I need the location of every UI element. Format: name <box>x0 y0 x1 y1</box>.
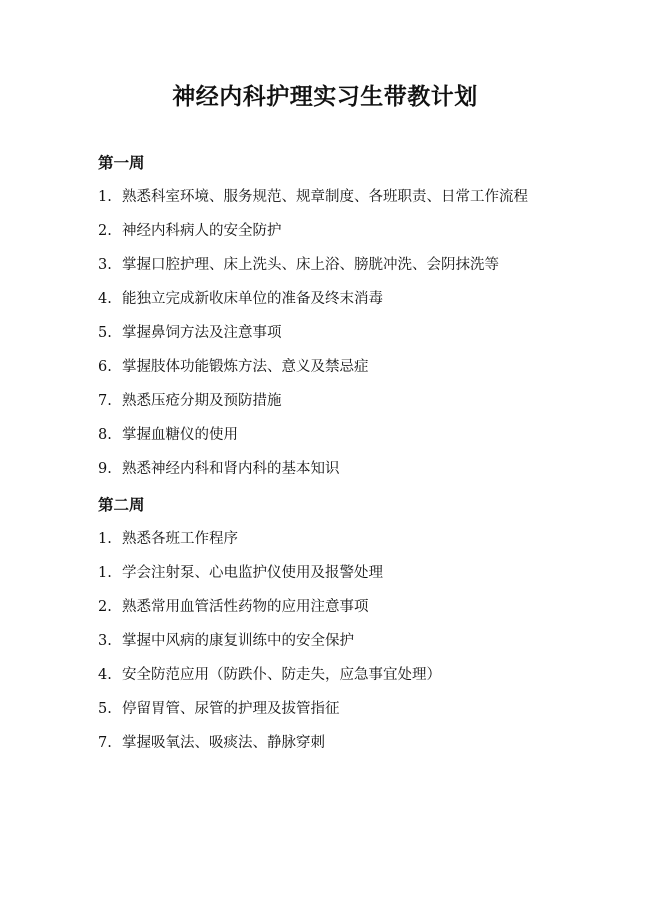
item-number: 7. <box>98 393 112 409</box>
list-item <box>98 630 598 652</box>
list-item <box>98 254 598 276</box>
item-text: 熟悉科室环境、服务规范、规章制度、各班职责、日常工作流程 <box>122 189 528 205</box>
item-number: 5. <box>98 701 112 717</box>
list-item <box>98 186 598 208</box>
item-text: 掌握鼻饲方法及注意事项 <box>122 325 282 341</box>
item-text: 熟悉压疮分期及预防措施 <box>122 393 282 409</box>
item-number: 6. <box>98 359 112 375</box>
list-item <box>98 528 598 550</box>
list-item <box>98 664 598 686</box>
item-text: 能独立完成新收床单位的准备及终末消毒 <box>122 291 383 307</box>
item-number: 7. <box>98 735 112 751</box>
list-item <box>98 356 598 378</box>
item-text: 安全防范应用（防跌仆、防走失，应急事宜处理） <box>122 667 441 683</box>
list-item <box>98 698 598 720</box>
item-number: 3. <box>98 633 112 649</box>
item-text: 熟悉各班工作程序 <box>122 531 238 547</box>
list-item <box>98 596 598 618</box>
item-number: 1. <box>98 531 112 547</box>
item-text: 掌握血糖仪的使用 <box>122 427 238 443</box>
item-text: 学会注射泵、心电监护仪使用及报警处理 <box>122 565 383 581</box>
week-1-section <box>98 152 598 492</box>
item-text: 熟悉常用血管活性药物的应用注意事项 <box>122 599 369 615</box>
item-number: 1. <box>98 189 112 205</box>
week-2-section <box>98 494 598 766</box>
item-number: 5. <box>98 325 112 341</box>
week-1-heading: 第一周 <box>98 153 145 172</box>
item-number: 8. <box>98 427 112 443</box>
item-number: 4. <box>98 667 112 683</box>
item-text: 停留胃管、尿管的护理及拔管指征 <box>122 701 340 717</box>
list-item <box>98 562 598 584</box>
item-number: 4. <box>98 291 112 307</box>
item-number: 2. <box>98 599 112 615</box>
list-item <box>98 424 598 446</box>
item-number: 2. <box>98 223 112 239</box>
list-item <box>98 288 598 310</box>
list-item <box>98 220 598 242</box>
item-text: 掌握口腔护理、床上洗头、床上浴、膀胱冲洗、会阴抹洗等 <box>122 257 499 273</box>
week-2-heading: 第二周 <box>98 495 145 514</box>
list-item <box>98 732 598 754</box>
item-text: 掌握肢体功能锻炼方法、意义及禁忌症 <box>122 359 369 375</box>
item-text: 神经内科病人的安全防护 <box>122 223 282 239</box>
item-number: 3. <box>98 257 112 273</box>
item-number: 1. <box>98 565 112 581</box>
item-text: 掌握吸氧法、吸痰法、静脉穿刺 <box>122 735 325 751</box>
item-number: 9. <box>98 461 112 477</box>
list-item <box>98 390 598 412</box>
item-text: 熟悉神经内科和肾内科的基本知识 <box>122 461 340 477</box>
list-item <box>98 458 598 480</box>
item-text: 掌握中风病的康复训练中的安全保护 <box>122 633 354 649</box>
list-item <box>98 322 598 344</box>
document-title: 神经内科护理实习生带教计划 <box>172 83 478 110</box>
